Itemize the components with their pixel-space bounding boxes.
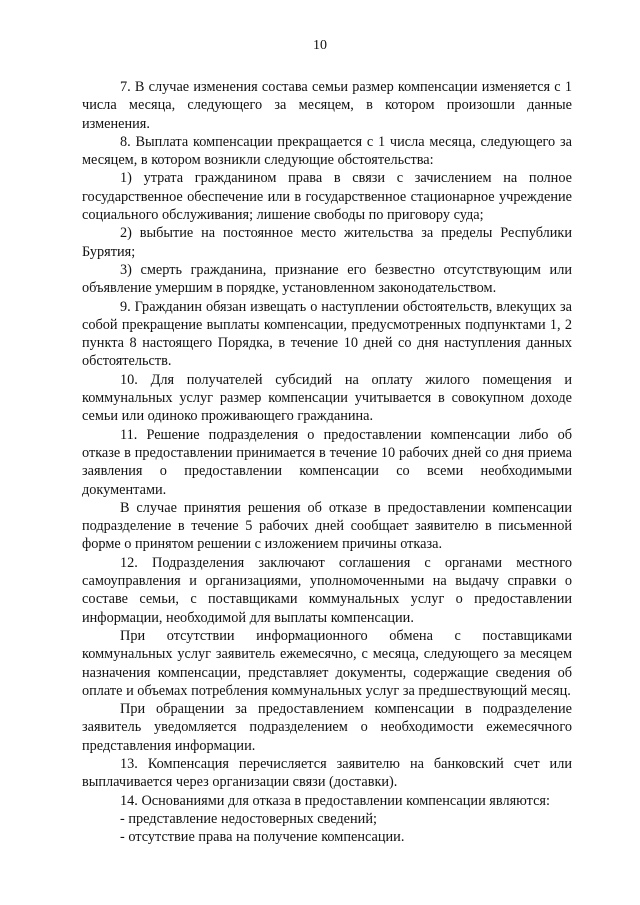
paragraph-8: 8. Выплата компенсации прекращается с 1 числа месяца, следующего за месяцем, в котором возникли следующие обстоятельства: — [82, 133, 572, 169]
paragraph-14: 14. Основаниями для отказа в предоставлении компенсации являются: — [120, 792, 550, 809]
paragraph-14-item-2: - отсутствие права на получение компенсации. — [120, 829, 405, 846]
paragraph-11-refusal: В случае принятия решения об отказе в предоставлении компенсации подразделение в течение 5 рабочих дней сообщает заявителю в письменной форме о принятом решении с изложением причины отказа. — [82, 499, 572, 553]
paragraph-8-item-3: 3) смерть гражданина, признание его безвестно отсутствующим или объявление умершим в порядке, установленном законодательством. — [82, 261, 572, 297]
paragraph-8-item-2: 2) выбытие на постоянное место жительства за пределы Республики Бурятия; — [82, 225, 572, 260]
paragraph-11: 11. Решение подразделения о предоставлении компенсации либо об отказе в предоставлении принимается в течение 10 рабочих дней со дня приема заявления о предоставлении компенсации со всеми необходимыми документами. — [82, 426, 572, 498]
paragraph-7: 7. В случае изменения состава семьи размер компенсации изменяется с 1 числа месяца, следующего за месяцем, в котором произошли данные изменения. — [82, 79, 572, 132]
document-body — [82, 78, 572, 846]
paragraph-10: 10. Для получателей субсидий на оплату жилого помещения и коммунальных услуг размер компенсации учитывается в совокупном доходе семьи или одиноко проживающего гражданина. — [82, 371, 572, 425]
paragraph-12-notification: При обращении за предоставлением компенсации в подразделение заявитель уведомляется подразделением о необходимости ежемесячного представления информации. — [82, 701, 572, 754]
paragraph-12: 12. Подразделения заключают соглашения с органами местного самоуправления и организациями, уполномоченными на выдачу справки о составе семьи, с поставщиками коммунальных услуг о предоставлении информации, необходимой для выплаты компенсации. — [82, 554, 572, 626]
paragraph-13: 13. Компенсация перечисляется заявителю на банковский счет или выплачивается через организации связи (доставки). — [82, 755, 572, 791]
paragraph-12-no-exchange: При отсутствии информационного обмена с поставщиками коммунальных услуг заявитель ежемесячно, с месяца, следующего за месяцем назначения компенсации, представляет документы, содержащие сведения об оплате и объемах потребления коммунальных услуг за предшествующий месяц. — [82, 627, 572, 699]
paragraph-14-item-1: - представление недостоверных сведений; — [120, 810, 377, 827]
page-number: 10 — [313, 38, 327, 53]
paragraph-9: 9. Гражданин обязан извещать о наступлении обстоятельств, влекущих за собой прекращение выплаты компенсации, предусмотренных подпунктами 1, 2 пункта 8 настоящего Порядка, в течение 10 дней со дня наступления данных обстоятельств. — [82, 298, 572, 370]
paragraph-8-item-1: 1) утрата гражданином права в связи с зачислением на полное государственное обеспечение или в государственное стационарное учреждение социального обслуживания; лишение свободы по приговору суда; — [82, 170, 572, 224]
